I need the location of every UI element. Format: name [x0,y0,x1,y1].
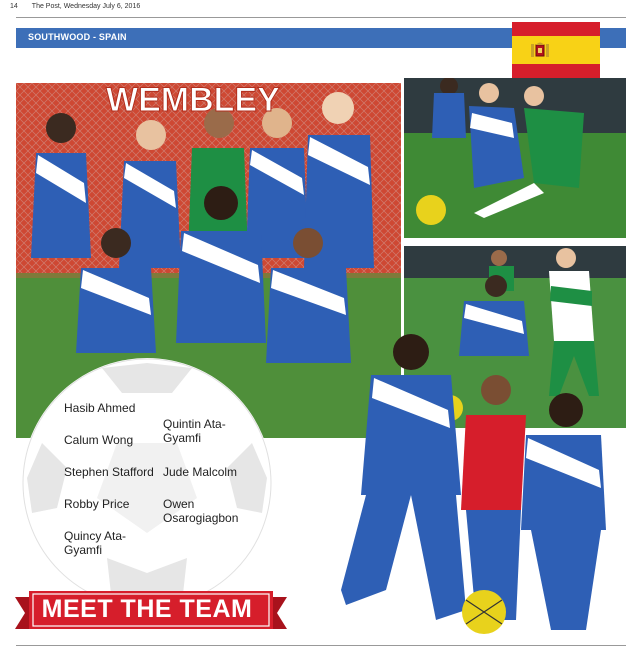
bottom-rule [16,645,626,646]
banner-title: MEET THE TEAM [41,595,253,623]
player-name: Robby Price [64,497,130,511]
coat-of-arms-icon [529,40,551,60]
player-name: Calum Wong [64,433,134,447]
publication-date: The Post, Wednesday July 6, 2016 [31,3,141,10]
wembley-sign: WEMBLEY [106,83,280,119]
player-name: Hasib Ahmed [64,401,136,415]
action-photo-cutout [316,330,616,645]
player-name: Jude Malcolm [163,465,238,479]
player-name: Owen Osarogiagbon [163,497,239,525]
folio [10,3,154,10]
action-photo-top [404,78,626,238]
top-rule [16,17,626,18]
football-icon [22,358,272,608]
page-number: 14 [10,3,18,10]
player-name: Stephen Stafford [64,465,154,479]
football-graphic [22,358,272,608]
player-name: Quincy Ata-Gyamfi [64,529,127,557]
section-label: SOUTHWOOD - SPAIN [28,32,127,42]
spain-flag [512,22,600,78]
player-name: Quintin Ata-Gyamfi [163,417,226,445]
